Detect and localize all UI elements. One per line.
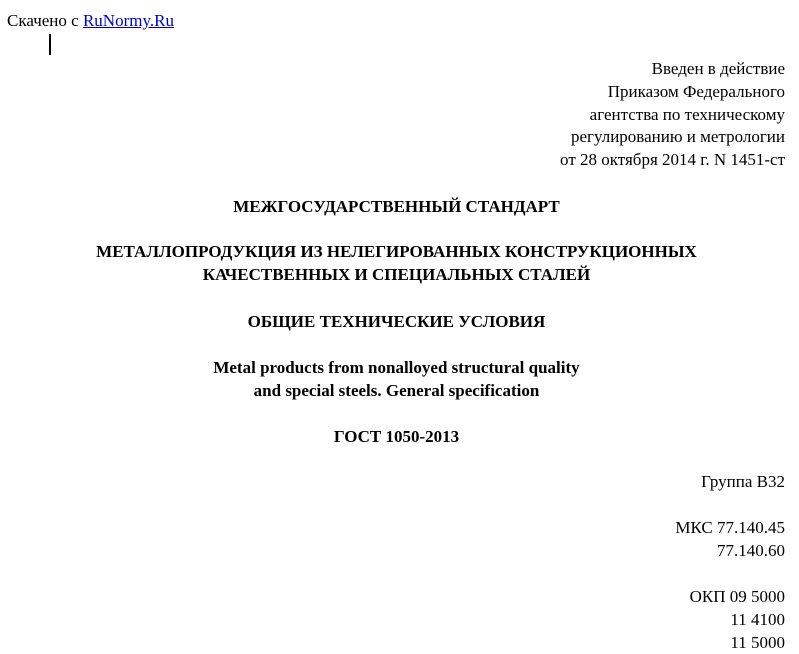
enactment-line: регулированию и метрологии [570,127,785,147]
subtitle-russian-text: ОБЩИЕ ТЕХНИЧЕСКИЕ УСЛОВИЯ [247,312,546,331]
title-russian [0,240,793,286]
title-russian-line: МЕТАЛЛОПРОДУКЦИЯ ИЗ НЕЛЕГИРОВАННЫХ КОНСТРУКЦИОННЫХ [96,242,697,261]
okp-codes [690,586,785,654]
standard-type-heading [0,195,793,218]
subtitle-russian [0,310,793,333]
standard-type-text: МЕЖГОСУДАРСТВЕННЫЙ СТАНДАРТ [233,197,560,216]
standard-designation [0,425,793,448]
download-source-line [7,11,174,31]
mks-code-line: 77.140.60 [717,540,785,560]
title-english [0,356,793,402]
title-english-line: Metal products from nonalloyed structural quality [213,358,580,377]
runormy-link[interactable]: RuNormy.Ru [82,11,174,30]
enactment-line: агентства по техническому [589,104,785,124]
mks-codes [675,517,785,563]
title-english-line: and special steels. General specification [253,381,540,400]
okp-code-line: 11 5000 [730,632,785,652]
okp-code-line: ОКП 09 5000 [689,587,785,606]
standard-designation-text: ГОСТ 1050-2013 [333,427,460,446]
enactment-block [560,58,785,172]
enactment-line: Введен в действие [651,59,785,78]
text-cursor [49,34,51,55]
title-russian-line: КАЧЕСТВЕННЫХ И СПЕЦИАЛЬНЫХ СТАЛЕЙ [202,265,591,284]
download-prefix: Скачено с [7,11,83,30]
enactment-line: от 28 октября 2014 г. N 1451-ст [560,150,785,170]
group-code [701,471,785,494]
mks-code-line: МКС 77.140.45 [675,518,785,537]
okp-code-line: 11 4100 [730,609,785,629]
enactment-line: Приказом Федерального [607,81,785,101]
group-code-text: Группа В32 [701,472,785,491]
